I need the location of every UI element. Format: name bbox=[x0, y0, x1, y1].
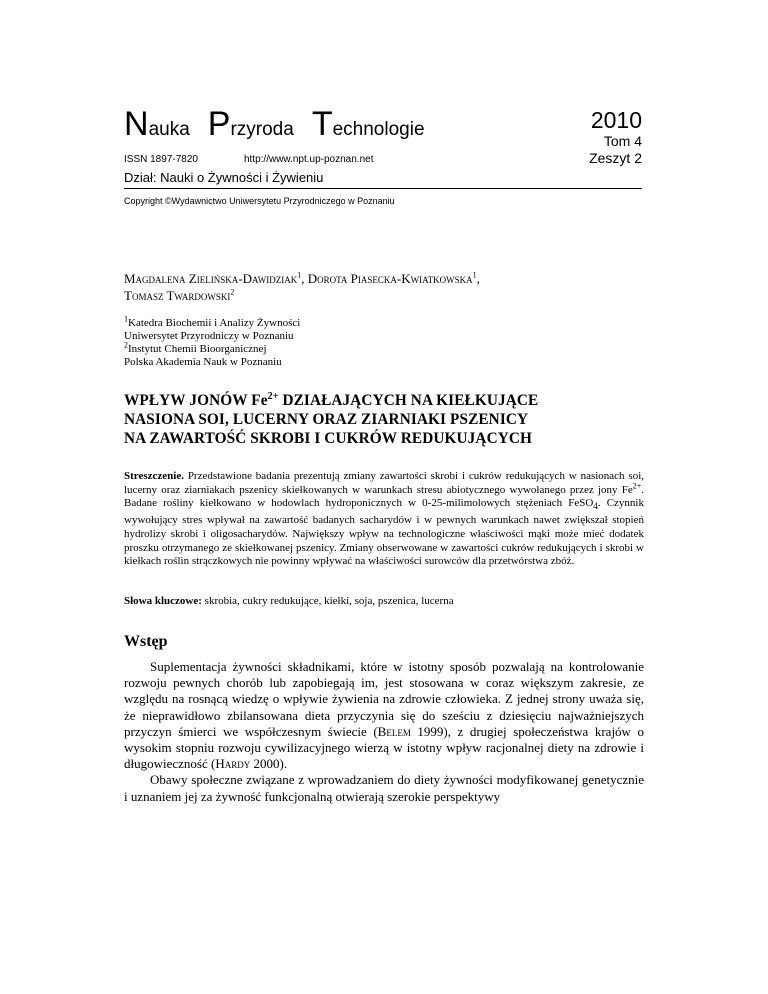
journal-section: Dział: Nauki o Żywności i Żywieniu bbox=[124, 170, 324, 185]
journal-title-initial: T bbox=[311, 105, 333, 143]
author-name: Dorota Piasecka-Kwiatkowska bbox=[307, 271, 473, 286]
affiliation-mark: 2 bbox=[124, 340, 128, 350]
keywords: Słowa kluczowe: skrobia, cukry redukujące, kiełki, soja, pszenica, lucerna bbox=[124, 595, 454, 607]
journal-meta bbox=[124, 154, 373, 165]
abstract-label: Streszczenie. bbox=[124, 470, 184, 482]
author-affiliation-mark: 1 bbox=[297, 270, 302, 280]
intro-body bbox=[124, 659, 644, 805]
author-affiliation-mark: 2 bbox=[230, 287, 235, 297]
author-separator: , bbox=[301, 271, 308, 286]
author-name: Magdalena Zielińska-Dawidziak bbox=[124, 271, 298, 286]
citation-author: Hardy bbox=[215, 756, 251, 772]
title-line: NASIONA SOI, LUCERNY ORAZ ZIARNIAKI PSZENICY bbox=[124, 411, 529, 428]
issue-number: Zeszyt 2 bbox=[589, 150, 642, 166]
journal-title bbox=[124, 104, 425, 144]
section-heading: Wstęp bbox=[124, 633, 168, 650]
affiliation-mark: 1 bbox=[124, 314, 128, 324]
affiliations bbox=[124, 314, 301, 369]
keywords-label: Słowa kluczowe: bbox=[124, 595, 202, 607]
journal-title-initial: N bbox=[124, 105, 149, 143]
journal-title-word: rzyroda bbox=[230, 119, 294, 140]
affiliation-line: Polska Akademia Nauk w Poznaniu bbox=[124, 356, 282, 368]
title-line: NA ZAWARTOŚĆ SKROBI I CUKRÓW REDUKUJĄCYCH bbox=[124, 430, 533, 447]
author-separator: , bbox=[476, 271, 480, 286]
citation-author: Belem bbox=[377, 723, 411, 739]
journal-title-word: auka bbox=[148, 119, 190, 140]
journal-title-initial: P bbox=[207, 105, 231, 143]
paragraph: Obawy społeczne związane z wprowadzaniem do diety żywności modyfikowanej genetycznie i uznaniem jej za żywność funkcjonalną otwierają szerokie perspektywy bbox=[124, 772, 644, 804]
affiliation-line: $^2$Instytut Chemii Bioorganicznej bbox=[124, 340, 267, 355]
author-list bbox=[124, 270, 644, 304]
masthead-divider bbox=[124, 188, 642, 189]
issue-volume: Tom 4 bbox=[603, 133, 642, 149]
author-name: Tomasz Twardowski bbox=[124, 288, 231, 303]
journal-title-word: echnologie bbox=[332, 119, 425, 140]
issue-info bbox=[589, 107, 642, 167]
abstract: Streszczenie. Przedstawione badania prezentują zmiany zawartości skrobi i cukrów redukujących w nasionach soi, lucerny oraz ziarniakach pszenicy skiełkowanych w warunkach stresu abiotycznego wywołanego przez jony $Fe^{2+}$. Badane rośliny kiełkowano w hodowlach hydroponicznych w 0-25-milimolowych stężeniach FeSO$_4$. Czynnik wywołujący stres wpływał na zawartość badanych sacharydów i w pewnych warunkach nawet zwiększał stopień hydrolizy skrobi i oligosacharydów. Największy wpływ na technologiczne właściwości mąki może mieć dodatek proszku otrzymanego ze skiełkowanej pszenicy. Zmiany obserwowane w zawartości cukrów redukujących i skrobi w kiełkach roślin strączkowych nie powinny wpływać na właściwości surowców dla przetwórstwa zbóż. bbox=[124, 470, 644, 568]
title-line: WPŁYW JONÓW $Fe^{2+}$ DZIAŁAJĄCYCH NA KIEŁKUJĄCE bbox=[124, 390, 539, 409]
affiliation-line: Uniwersytet Przyrodniczy w Poznaniu bbox=[124, 330, 294, 342]
issue-year: 2010 bbox=[590, 107, 642, 133]
article-title bbox=[124, 391, 664, 448]
issn: ISSN 1897-7820 bbox=[124, 154, 198, 165]
paragraph: Suplementacja żywności składnikami, które w istotny sposób pozwalają na kontrolowanie rozwoju pewnych chorób lub zapobiegają im, jest stosowana w coraz większym zakresie, ze względu na rosnącą wiedzę o wpływie żywienia na zdrowie człowieka. Z jednej strony uważa się, że nieprawidłowo zbilansowana dieta przyczynia się do sześciu z dziesięciu najważniejszych przyczyn śmierci we współczesnym świecie (Belem 1999), z drugiej społeczeństwa krajów o wysokim stopniu rozwoju cywilizacyjnego wierzą w istotny wpływ racjonalnej diety na zdrowie i długowieczność (Hardy 2000). bbox=[124, 659, 644, 772]
copyright-notice: Copyright ©Wydawnictwo Uniwersytetu Przyrodniczego w Poznaniu bbox=[124, 196, 395, 206]
journal-url[interactable]: http://www.npt.up-poznan.net bbox=[243, 154, 374, 165]
author-affiliation-mark: 1 bbox=[472, 270, 477, 280]
affiliation-line: $^1$Katedra Biochemii i Analizy Żywności bbox=[124, 314, 301, 329]
